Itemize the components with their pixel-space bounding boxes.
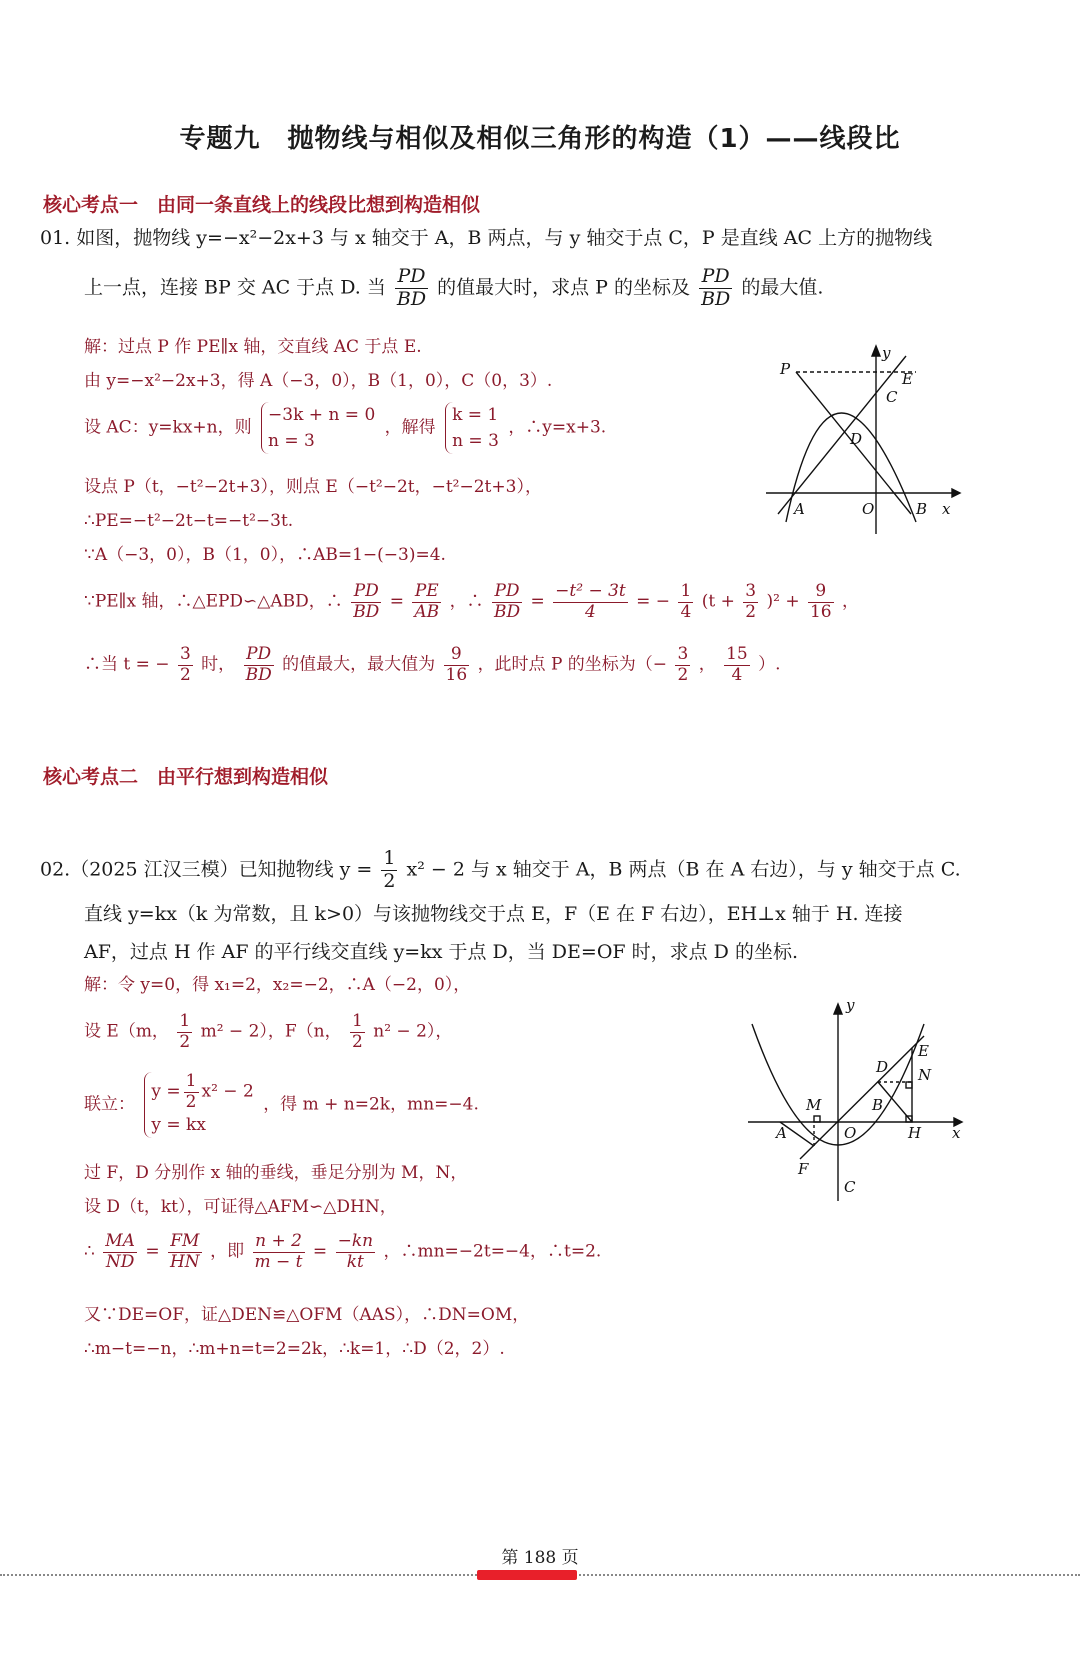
fraction-denominator: BD [493,601,521,622]
section-heading-1: 核心考点一 由同一条直线上的线段比想到构造相似 [43,194,481,216]
problem-1-text-a: 上一点，连接 BP 交 AC 于点 D. 当 [84,276,386,299]
figure-1-parabola [766,344,966,534]
x-axis-arrow-icon [952,489,960,497]
label-a: A [776,1124,787,1142]
sol2-text: m² − 2），F（n， [200,1021,342,1042]
fraction-denominator: BD [245,664,272,685]
label-x: x [952,1124,961,1142]
label-b: B [916,500,928,518]
label-y: y [882,344,891,362]
sol1-text: )² + [766,591,800,612]
sol1-step-5: ∴PE=−t²−2t−t=−t²−3t. [84,511,294,531]
fraction-numerator: n + 2 [253,1232,305,1253]
fraction [492,582,522,622]
sol1-text: ，此时点 P 的坐标为（− [477,654,668,675]
problem-2-text: x² − 2 与 x 轴交于 A，B 两点（B 在 A 右边），与 y 轴交于点 C. [406,858,961,881]
label-x: x [942,500,951,518]
fraction [444,645,470,685]
label-b: B [872,1096,884,1114]
sol2-step-5: 设 D（t，kt），可证得△AFM∽△DHN， [84,1197,397,1217]
sol1-text: 设 AC：y=kx+n，则 [84,417,252,438]
sol2-text: ∴ [84,1241,95,1262]
label-o: O [862,500,875,518]
sol1-step-1: 解：过点 P 作 PE∥x 轴，交直线 AC 于点 E. [84,337,422,357]
fraction-numerator: 9 [808,582,834,603]
sol2-step-7: 又∵DE=OF，证△DEN≌△OFM（AAS），∴DN=OM， [84,1305,530,1325]
fraction-denominator: 4 [680,601,692,622]
fraction-numerator: PD [244,645,274,666]
sol1-text: ，解得 [384,417,436,438]
right-angle-mark-n [906,1082,912,1088]
fraction [412,582,441,622]
fraction-numerator: 1 [185,1071,197,1091]
fraction [177,1012,192,1052]
sol1-text: = [530,591,545,612]
problem-1-text-b: 的值最大时，求点 P 的坐标及 [437,276,691,299]
fraction-denominator: AB [414,601,440,622]
sol1-text: 时， [201,654,236,675]
label-a: A [794,500,805,518]
sol2-text: ，∴mn=−2t=−4，∴t=2. [383,1241,602,1262]
fraction-denominator: HN [169,1251,200,1272]
fraction-numerator: PD [699,266,732,289]
fraction-numerator: 15 [726,644,748,664]
sol1-text: ， [698,654,716,675]
sol1-text: ，∴y=x+3. [508,417,607,438]
sol2-text: 联立： [84,1094,135,1115]
fraction-denominator: 2 [185,1091,197,1112]
sol2-text: y = [151,1081,181,1102]
problem-1-line-1: 01. 如图，抛物线 y=−x²−2x+3 与 x 轴交于 A，B 两点，与 y 轴交于点 C，P 是直线 AC 上方的抛物线 [40,227,933,249]
sol1-text: = − [636,591,671,612]
label-h: H [908,1124,922,1142]
sol2-text: ，即 [210,1241,245,1262]
sol2-text: x² − 2 [201,1081,254,1102]
sol1-step-2: 由 y=−x²−2x+3，得 A（−3，0），B（1，0），C（0，3）. [84,371,553,391]
sol2-step-1: 解：令 y=0，得 x₁=2，x₂=−2，∴A（−2，0）， [84,975,471,995]
fraction-numerator: 9 [444,645,470,666]
fraction-denominator: m − t [254,1251,303,1272]
fraction-numerator: 3 [677,644,689,664]
fraction-numerator: −kn [337,1231,374,1251]
pd-bd-fraction [395,266,428,311]
label-d: D [876,1058,889,1076]
fraction [350,1012,365,1052]
fraction [808,582,834,622]
fraction [381,848,397,893]
fraction-denominator: ND [105,1251,135,1272]
sol2-text: 设 E（m， [84,1021,169,1042]
fraction-numerator: FM [168,1232,202,1253]
sol1-text: 的值最大，最大值为 [282,654,436,675]
label-e: E [902,370,913,388]
problem-2-line-2: 直线 y=kx（k 为常数，且 k>0）与该抛物线交于点 E，F（E 在 F 右边），EH⊥x 轴于 H. 连接 [84,903,903,925]
fraction [103,1232,137,1272]
fraction [168,1232,202,1272]
fraction [553,582,628,622]
fraction [743,582,758,622]
fraction [675,645,690,685]
fraction-denominator: BD [396,287,427,310]
sol1-text: (t + [701,591,735,612]
fraction-denominator: 2 [745,601,757,622]
equation: n = 3 [268,431,315,451]
sol1-text: ∵PE∥x 轴，∴△EPD∽△ABD，∴ [84,591,343,612]
label-m: M [806,1096,822,1114]
fraction-numerator: 1 [352,1011,363,1031]
line-ac [778,356,906,514]
problem-2-text: 02.（2025 江汉三模）已知抛物线 y = [40,858,373,881]
label-n: N [918,1066,932,1084]
sol2-step-2 [84,1012,452,1052]
equation-system [261,402,375,454]
fraction-denominator: 2 [383,869,396,892]
page-number: 第 188 页 [501,1548,579,1568]
y-axis-arrow-icon [872,346,880,356]
sol2-text: = [312,1241,328,1262]
problem-1-line-2 [84,266,823,311]
fraction-denominator: BD [353,601,380,622]
fraction [184,1072,199,1112]
section-heading-2: 核心考点二 由平行想到构造相似 [43,766,329,788]
label-o: O [844,1124,857,1142]
right-angle-mark-m [814,1116,820,1122]
figure-2-parabola [748,996,968,1206]
fraction-numerator: 3 [179,644,191,664]
problem-1-text-c: 的最大值. [741,276,824,299]
sol1-step-3 [84,402,606,454]
sol1-text: ，∴ [449,591,484,612]
equation [151,1072,253,1112]
page-title: 专题九 抛物线与相似及相似三角形的构造（1）——线段比 [179,124,901,154]
label-f: F [798,1160,809,1178]
fraction-numerator: 1 [179,1011,191,1031]
fraction-denominator: 2 [677,664,689,685]
fraction [724,645,750,685]
label-c: C [844,1178,856,1196]
problem-2-line-1 [40,848,961,893]
fraction-numerator: PD [395,266,428,289]
fraction-denominator: BD [701,287,731,310]
label-e: E [918,1042,929,1060]
fraction-denominator: 16 [809,601,832,622]
fraction [178,645,193,685]
fraction [253,1232,305,1272]
sol2-text: = [145,1241,160,1262]
fraction-numerator: −t² − 3t [555,581,626,601]
label-d: D [850,430,863,448]
fraction-numerator: 3 [745,581,757,601]
fraction [336,1232,376,1272]
sol2-text: ，得 m + n=2k，mn=−4. [263,1094,479,1115]
fraction-denominator: 2 [179,664,191,685]
label-y: y [846,996,855,1014]
fraction [678,582,693,622]
fraction-denominator: 4 [585,601,596,622]
y-axis-arrow-icon [834,1004,842,1014]
equation: k = 1 [452,405,499,425]
sol1-step-4: 设点 P（t，−t²−2t+3），则点 E（−t²−2t，−t²−2t+3）， [84,477,542,497]
sol1-step-8 [84,645,781,685]
fraction [244,645,274,685]
pd-bd-fraction [699,266,732,311]
equation: −3k + n = 0 [268,405,376,425]
fraction-numerator: 1 [383,847,396,869]
fraction [351,582,381,622]
sol2-step-4: 过 F，D 分别作 x 轴的垂线，垂足分别为 M，N， [84,1163,468,1183]
sol2-step-8: ∴m−t=−n，∴m+n=t=2=2k，∴k=1，∴D（2，2）. [84,1339,505,1359]
equation: n = 3 [452,431,499,451]
sol1-text: ， [842,591,860,612]
sol2-step-6 [84,1232,601,1272]
problem-2-line-3: AF，过点 H 作 AF 的平行线交直线 y=kx 于点 D，当 DE=OF 时，求点 D 的坐标. [84,941,798,963]
equation: y = kx [151,1115,206,1136]
fraction-denominator: 2 [352,1031,363,1052]
label-c: C [886,388,898,406]
equation-system [144,1072,253,1138]
fraction-numerator: PD [351,582,381,603]
sol1-step-7 [84,582,859,622]
fraction-numerator: MA [105,1231,135,1251]
footer-accent-bar [477,1570,577,1580]
fraction-denominator: 4 [731,664,743,685]
sol1-text: ）. [758,654,781,675]
label-p: P [780,360,791,378]
fraction-numerator: 1 [680,581,692,601]
fraction-denominator: kt [346,1251,364,1272]
fraction-numerator: PD [492,582,522,603]
sol2-text: n² − 2）， [373,1021,453,1042]
sol1-text: ∴当 t = − [84,654,170,675]
fraction-denominator: 2 [179,1031,191,1052]
fraction-numerator: PE [412,582,441,603]
equation-system [445,402,499,454]
fraction-denominator: 16 [445,664,468,685]
sol1-text: = [389,591,404,612]
sol2-step-3 [84,1072,479,1138]
sol1-step-6: ∵A（−3，0），B（1，0），∴AB=1−(−3)=4. [84,545,446,565]
